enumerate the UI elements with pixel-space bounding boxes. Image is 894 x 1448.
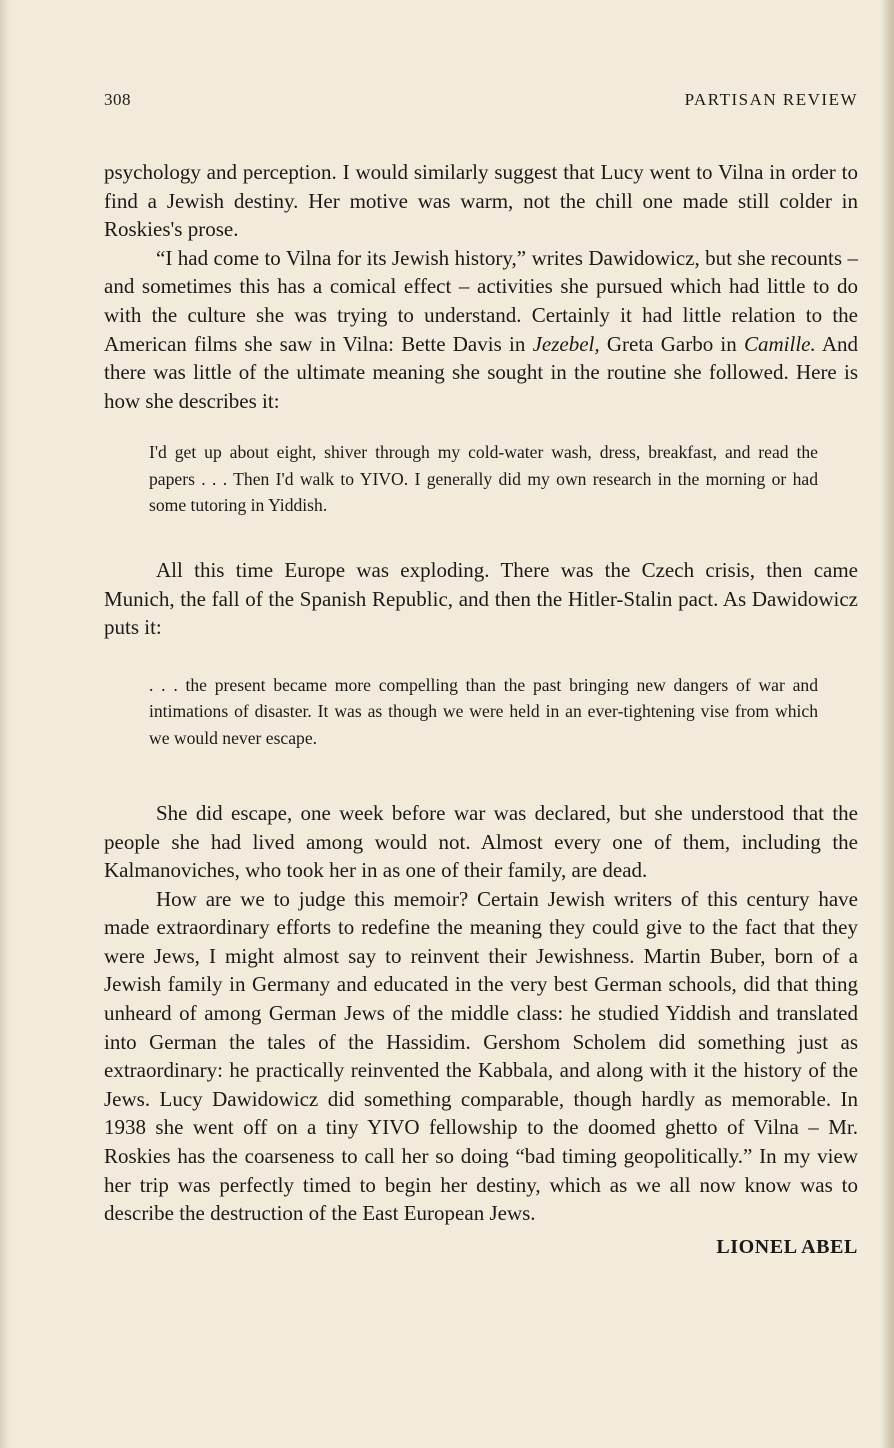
article-text [104, 158, 858, 1259]
page-edge-shadow [880, 0, 894, 1448]
document-page [104, 90, 858, 1259]
running-head [104, 90, 858, 118]
author-signature: LIONEL ABEL [716, 1235, 858, 1258]
paragraph-2-text-c: And there was little of the ultimate meaning she sought in the routine she followed. Here is how she describes it: [104, 331, 858, 413]
block-quote-2: . . . the present became more compelling than the past bringing new dangers of war and intimations of disaster. It was as though we were held in an ever-tightening vise from which we would never escape. [149, 675, 818, 748]
paragraph-2-text-b: Greta Garbo in [599, 331, 744, 356]
page-number: 308 [104, 90, 131, 109]
block-quote-1: I'd get up about eight, shiver through my cold-water wash, dress, breakfast, and read the papers . . . Then I'd walk to YIVO. I generally did my own research in the morning or had some tutoring in Yiddish. [149, 442, 818, 515]
paragraph-4: She did escape, one week before war was declared, but she understood that the people she had lived among would not. Almost every one of them, including the Kalmanoviches, who took her in as one of their family, are dead. [104, 800, 858, 883]
film-title-camille: Camille. [744, 331, 816, 356]
paragraph-5: How are we to judge this memoir? Certain Jewish writers of this century have made extraordinary efforts to redefine the meaning they could give to the fact that they were Jews, I might almost say to reinvent their Jewishness. Martin Buber, born of a Jewish family in Germany and educated in the very best German schools, did that thing unheard of among German Jews of the middle class: he studied Yiddish and translated into German the tales of the Hassidim. Gershom Scholem did something just as extraordinary: he practically reinvented the Kabbala, and along with it the history of the Jews. Lucy Dawidowicz did something comparable, though hardly as memorable. In 1938 she went off on a tiny YIVO fellowship to the doomed ghetto of Vilna – Mr. Roskies has the coarseness to call her so doing “bad timing geopolitically.” In my view her trip was perfectly timed to begin her destiny, which as we all now know was to describe the destruction of the East European Jews. [104, 886, 858, 1226]
paragraph-3: All this time Europe was exploding. There was the Czech crisis, then came Munich, the fall of the Spanish Republic, and then the Hitler-Stalin pact. As Dawidowicz puts it: [104, 558, 858, 640]
paragraph-2-text-a: “I had come to Vilna for its Jewish history,” writes Dawidowicz, but she recounts – and sometimes this has a comical effect – activities she pursued which had little to do with the culture she was trying to understand. Certainly it had little relation to the American films she saw in Vilna: Bette Davis in [104, 245, 858, 356]
page-gutter-shadow [0, 0, 10, 1448]
journal-title: PARTISAN REVIEW [684, 90, 858, 109]
paragraph-2 [104, 244, 858, 416]
film-title-jezebel: Jezebel, [532, 331, 600, 356]
paragraph-1: psychology and perception. I would similarly suggest that Lucy went to Vilna in order to find a Jewish destiny. Her motive was warm, not the chill one made still colder in Roskies's prose. [104, 160, 858, 242]
